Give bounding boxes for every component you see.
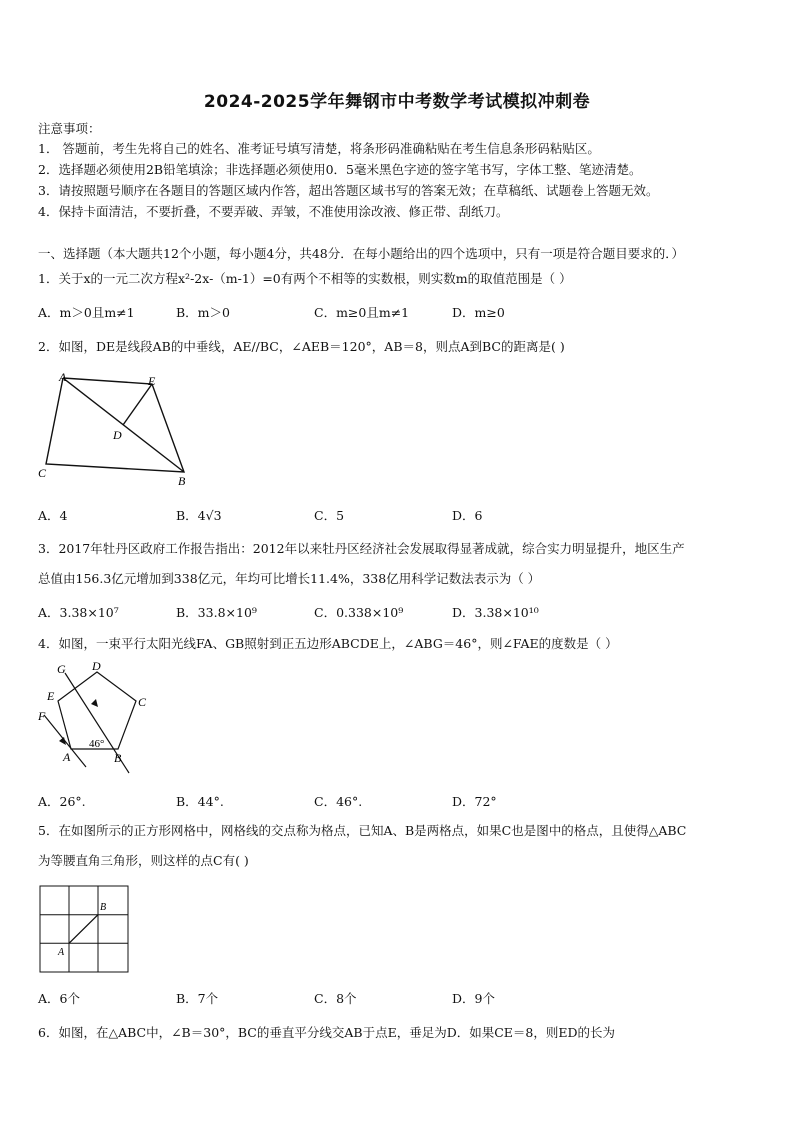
notice-item: 2．选择题必须使用2B铅笔填涂；非选择题必须使用0．5毫米黑色字迹的签字笔书写，字体工整、笔迹清楚。: [38, 162, 642, 177]
label-b: B: [178, 474, 186, 488]
page-title: 2024-2025学年舞钢市中考数学考试模拟冲刺卷: [203, 92, 591, 112]
label-e: E: [148, 374, 156, 388]
option-b: B．44°.: [176, 794, 224, 809]
question-6-stem: 6．如图，在△ABC中，∠B＝30°，BC的垂直平分线交AB于点E，垂足为D．如果CE＝8，则ED的长为: [38, 1025, 616, 1040]
option-a: A．m＞0且m≠1: [38, 305, 135, 320]
option-a: A．3.38×10⁷: [38, 605, 119, 620]
label-a: A: [63, 750, 71, 764]
option-d: D．72°: [452, 794, 497, 809]
label-a: A: [58, 947, 65, 958]
option-d: D．m≥0: [452, 305, 505, 320]
option-d: D．9个: [452, 991, 495, 1006]
option-c: C．0.338×10⁹: [314, 605, 404, 620]
option-c: C．46°.: [314, 794, 363, 809]
notice-item: 4．保持卡面清洁，不要折叠，不要弄破、弄皱，不准使用涂改液、修正带、刮纸刀。: [38, 204, 509, 219]
label-b: B: [114, 751, 122, 765]
notice-heading: 注意事项：: [38, 121, 101, 136]
label-c: C: [138, 695, 147, 709]
question-4-stem: 4．如图，一束平行太阳光线FA、GB照射到正五边形ABCDE上，∠ABG＝46°，则∠FAE的度数是（ ）: [38, 636, 618, 651]
label-g: G: [57, 662, 66, 676]
section-heading: 一、选择题（本大题共12个小题，每小题4分，共48分．在每小题给出的四个选项中，只有一项是符合题目要求的．）: [38, 246, 685, 261]
option-a: A．4: [38, 508, 68, 523]
question-4-figure: [34, 658, 164, 776]
option-b: B．4√3: [176, 508, 222, 523]
option-b: B．7个: [176, 991, 219, 1006]
label-a: A: [59, 370, 67, 384]
question-2-figure: [34, 368, 194, 488]
option-b: B．33.8×10⁹: [176, 605, 257, 620]
option-a: A．6个: [38, 991, 80, 1006]
angle-label: 46°: [89, 738, 105, 750]
question-5-stem: 5．在如图所示的正方形网格中，网格线的交点称为格点，已知A、B是两格点，如果C也是图中的格点，且使得△ABC: [38, 823, 687, 838]
notice-item: 1． 答题前，考生先将自己的姓名、准考证号填写清楚，将条形码准确粘贴在考生信息条形码粘贴区。: [38, 141, 600, 156]
label-d: D: [113, 428, 122, 442]
label-b: B: [100, 902, 107, 913]
option-a: A．26°.: [38, 794, 86, 809]
option-c: C．8个: [314, 991, 357, 1006]
label-d: D: [92, 659, 101, 673]
label-f: F: [38, 709, 46, 723]
option-d: D．6: [452, 508, 483, 523]
option-d: D．3.38×10¹⁰: [452, 605, 539, 620]
label-c: C: [38, 466, 47, 480]
label-e: E: [47, 689, 55, 703]
notice-item: 3．请按照题号顺序在各题目的答题区域内作答，超出答题区域书写的答案无效；在草稿纸、试题卷上答题无效。: [38, 183, 659, 198]
option-c: C．5: [314, 508, 345, 523]
question-5-stem: 为等腰直角三角形，则这样的点C有( ): [38, 853, 249, 868]
question-1-stem: 1．关于x的一元二次方程x²-2x-（m-1）=0有两个不相等的实数根，则实数m的取值范围是（ ）: [38, 271, 572, 286]
question-5-grid-figure: [38, 884, 132, 976]
option-b: B．m＞0: [176, 305, 230, 320]
option-c: C．m≥0且m≠1: [314, 305, 410, 320]
question-3-stem: 3．2017年牡丹区政府工作报告指出：2012年以来牡丹区经济社会发展取得显著成就，综合实力明显提升，地区生产: [38, 541, 685, 556]
question-3-stem: 总值由156.3亿元增加到338亿元，年均可比增长11.4%，338亿用科学记数法表示为（ ）: [38, 571, 541, 586]
question-2-stem: 2．如图，DE是线段AB的中垂线，AE//BC，∠AEB＝120°，AB＝8，则点A到BC的距离是( ): [38, 339, 565, 354]
